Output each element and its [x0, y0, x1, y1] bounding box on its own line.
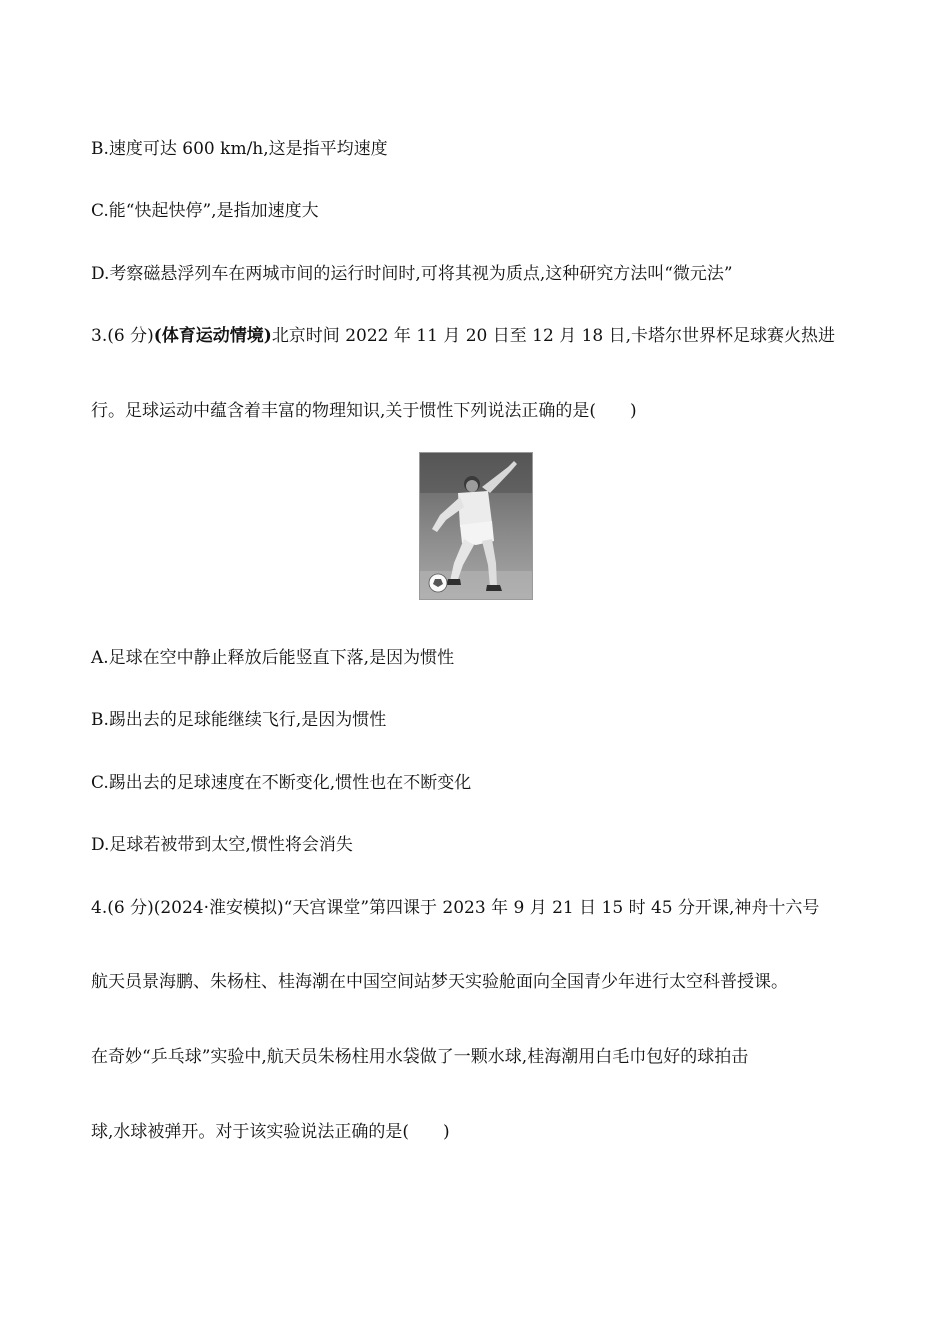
q4-stem-line-4: 球,水球被弹开。对于该实验说法正确的是( ) — [91, 1122, 450, 1142]
q4-stem-line-2: 航天员景海鹏、朱杨柱、桂海潮在中国空间站梦天实验舱面向全国青少年进行太空科普授课。 — [91, 972, 788, 992]
q4-stem-line-1: 4.(6 分)(2024·淮安模拟)“天宫课堂”第四课于 2023 年 9 月 21 日 15 时 45 分开课,神舟十六号 — [91, 898, 820, 918]
q2-option-c: C.能“快起快停”,是指加速度大 — [91, 201, 319, 221]
q3-number-score: 3.(6 分) — [91, 326, 154, 346]
q2-option-b: B.速度可达 600 km/h,这是指平均速度 — [91, 139, 388, 159]
q3-option-b: B.踢出去的足球能继续飞行,是因为惯性 — [91, 710, 387, 730]
q3-context-tag: (体育运动情境) — [153, 326, 272, 346]
q3-option-a: A.足球在空中静止释放后能竖直下落,是因为惯性 — [91, 648, 455, 668]
q3-stem-line-2: 行。足球运动中蕴含着丰富的物理知识,关于惯性下列说法正确的是( ) — [91, 401, 637, 421]
q3-stem-line-1 — [91, 325, 835, 347]
q3-stem-text: 北京时间 2022 年 11 月 20 日至 12 月 18 日,卡塔尔世界杯足球赛火热进 — [271, 326, 836, 346]
q3-option-d: D.足球若被带到太空,惯性将会消失 — [91, 835, 353, 855]
q3-option-c: C.踢出去的足球速度在不断变化,惯性也在不断变化 — [91, 773, 472, 793]
soccer-player-kicking-ball-icon — [420, 453, 532, 599]
soccer-player-photo — [419, 452, 533, 600]
q2-option-d: D.考察磁悬浮列车在两城市间的运行时间时,可将其视为质点,这种研究方法叫“微元法” — [91, 264, 733, 284]
q4-stem-line-3: 在奇妙“乒乓球”实验中,航天员朱杨柱用水袋做了一颗水球,桂海潮用白毛巾包好的球拍击 — [91, 1047, 749, 1067]
